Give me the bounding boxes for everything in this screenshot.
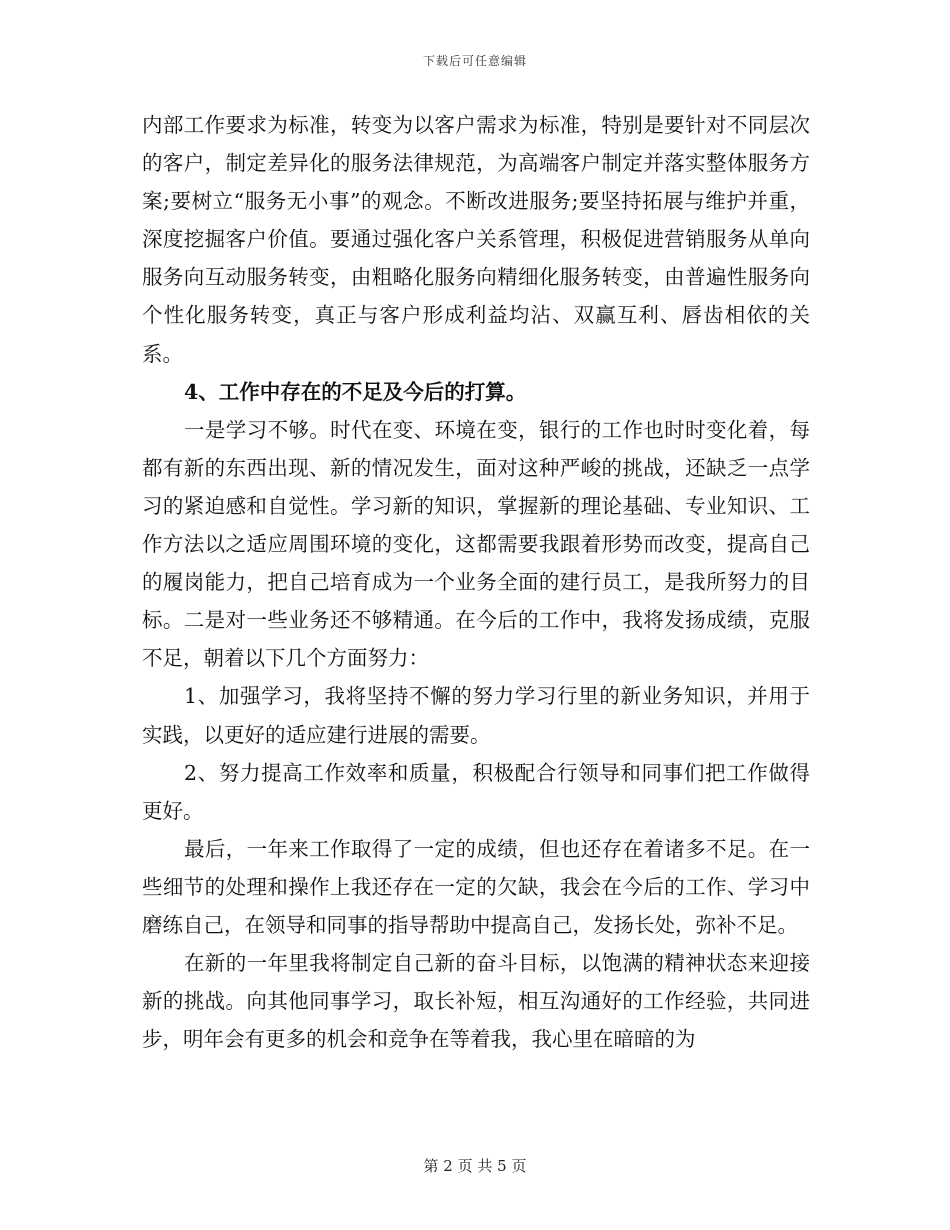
section-heading: 4、工作中存在的不足及今后的打算。 [184, 379, 527, 404]
page-number-footer: 第 2 页 共 5 页 [423, 1157, 527, 1175]
document-body [142, 106, 810, 1058]
paragraph-shortcomings: 一是学习不够。时代在变、环境在变，银行的工作也时时变化着，每都有新的东西出现、新的情况发生，面对这种严峻的挑战，还缺乏一点学习的紧迫感和自觉性。学习新的知识，掌握新的理论基础、专业知识、工作方法以之适应周围环境的变化，这都需要我跟着形势而改变，提高自己的履岗能力，把自己培育成为一个业务全面的建行员工，是我所努力的目标。二是对一些业务还不够精通。在今后的工作中，我将发扬成绩，克服不足，朝着以下几个方面努力： [142, 417, 810, 671]
page-header: 下载后可任意编辑 [422, 54, 527, 68]
paragraph-conclusion: 最后，一年来工作取得了一定的成绩，但也还存在着诸多不足。在一些细节的处理和操作上我还存在一定的欠缺，我会在今后的工作、学习中磨练自己，在领导和同事的指导帮助中提高自己，发扬长处，弥补不足。 [142, 836, 810, 937]
paragraph-continuation: 内部工作要求为标准，转变为以客户需求为标准，特别是要针对不同层次的客户，制定差异化的服务法律规范，为高端客户制定并落实整体服务方案;要树立“服务无小事”的观念。不断改进服务;要坚持拓展与维护并重，深度挖掘客户价值。要通过强化客户关系管理，积极促进营销服务从单向服务向互动服务转变，由粗略化服务向精细化服务转变，由普遍性服务向个性化服务转变，真正与客户形成利益均沾、双赢互利、唇齿相依的关系。 [142, 113, 810, 366]
paragraph-item-1: 1、加强学习，我将坚持不懈的努力学习行里的新业务知识，并用于实践，以更好的适应建行进展的需要。 [142, 684, 810, 747]
paragraph-item-2: 2、努力提高工作效率和质量，积极配合行领导和同事们把工作做得更好。 [142, 760, 810, 823]
paragraph-new-year: 在新的一年里我将制定自己新的奋斗目标，以饱满的精神状态来迎接新的挑战。向其他同事学习，取长补短，相互沟通好的工作经验，共同进步，明年会有更多的机会和竞争在等着我，我心里在暗暗的为 [142, 951, 810, 1052]
